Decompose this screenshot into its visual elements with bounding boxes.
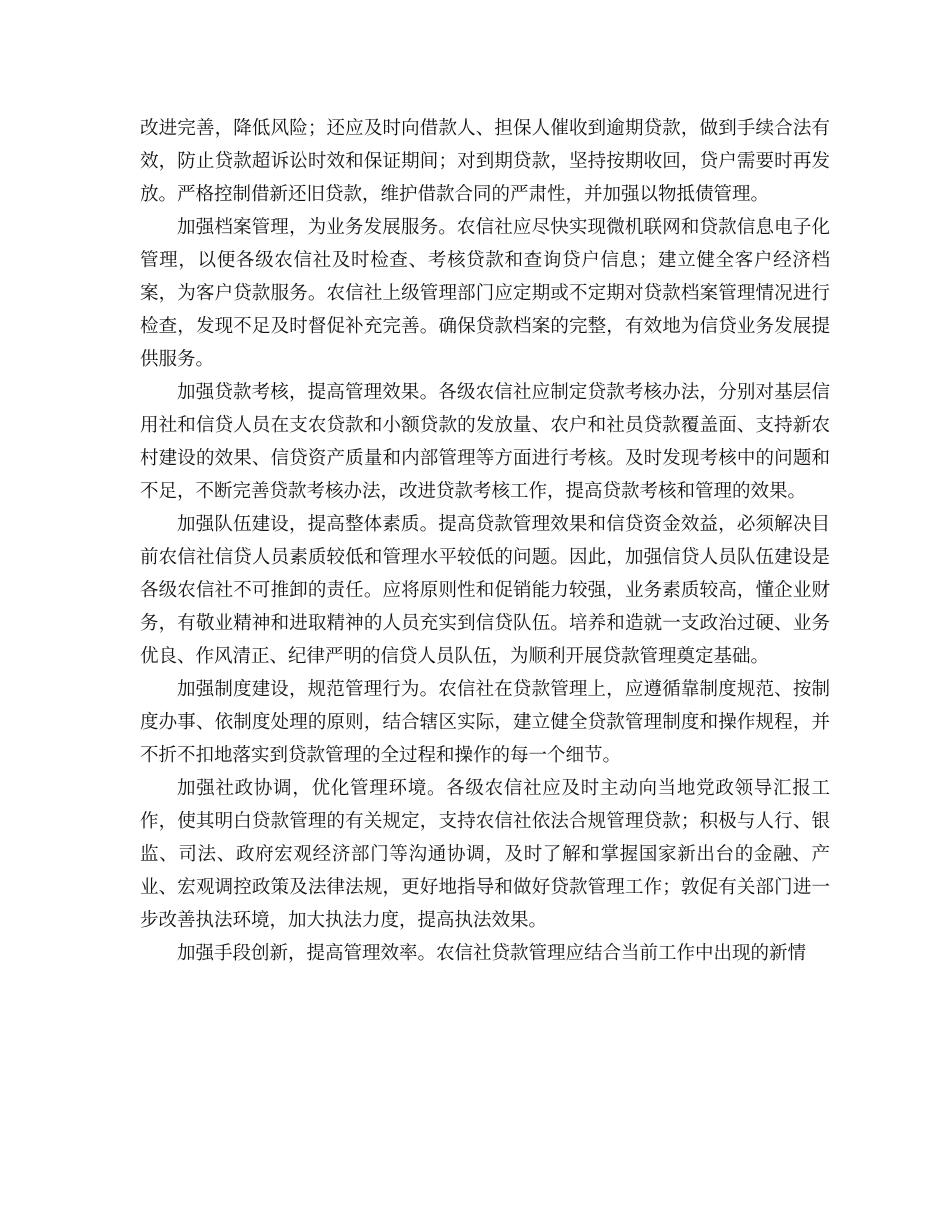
paragraph: 加强制度建设，规范管理行为。农信社在贷款管理上，应遵循靠制度规范、按制度办事、依制度处理的原则，结合辖区实际，建立健全贷款管理制度和操作规程，并不折不扣地落实到贷款管理的全过程和操作的每一个细节。: [140, 679, 830, 766]
paragraph: 加强社政协调，优化管理环境。各级农信社应及时主动向当地党政领导汇报工作，使其明白贷款管理的有关规定，支持农信社依法合规管理贷款；积极与人行、银监、司法、政府宏观经济部门等沟通协调，及时了解和掌握国家新出台的金融、产业、宏观调控政策及法律法规，更好地指导和做好贷款管理工作；敦促有关部门进一步改善执法环境，加大执法力度，提高执法效果。: [140, 778, 830, 931]
paragraph: 加强档案管理，为业务发展服务。农信社应尽快实现微机联网和贷款信息电子化管理，以便各级农信社及时检查、考核贷款和查询贷户信息；建立健全客户经济档案，为客户贷款服务。农信社上级管理部门应定期或不定期对贷款档案管理情况进行检查，发现不足及时督促补充完善。确保贷款档案的完整，有效地为信贷业务发展提供服务。: [140, 217, 830, 370]
document-body: [140, 112, 830, 970]
paragraph: 加强队伍建设，提高整体素质。提高贷款管理效果和信贷资金效益，必须解决目前农信社信贷人员素质较低和管理水平较低的问题。因此，加强信贷人员队伍建设是各级农信社不可推卸的责任。应将原则性和促销能力较强，业务素质较高，懂企业财务，有敬业精神和进取精神的人员充实到信贷队伍。培养和造就一支政治过硬、业务优良、作风清正、纪律严明的信贷人员队伍，为顺利开展贷款管理奠定基础。: [140, 514, 830, 667]
paragraph: 加强贷款考核，提高管理效果。各级农信社应制定贷款考核办法，分别对基层信用社和信贷人员在支农贷款和小额贷款的发放量、农户和社员贷款覆盖面、支持新农村建设的效果、信贷资产质量和内部管理等方面进行考核。及时发现考核中的问题和不足，不断完善贷款考核办法，改进贷款考核工作，提高贷款考核和管理的效果。: [140, 382, 830, 502]
paragraph: 改进完善，降低风险；还应及时向借款人、担保人催收到逾期贷款，做到手续合法有效，防止贷款超诉讼时效和保证期间；对到期贷款，坚持按期收回，贷户需要时再发放。严格控制借新还旧贷款，维护借款合同的严肃性，并加强以物抵债管理。: [140, 118, 830, 205]
paragraph: 加强手段创新，提高管理效率。农信社贷款管理应结合当前工作中出现的新情: [177, 943, 807, 964]
